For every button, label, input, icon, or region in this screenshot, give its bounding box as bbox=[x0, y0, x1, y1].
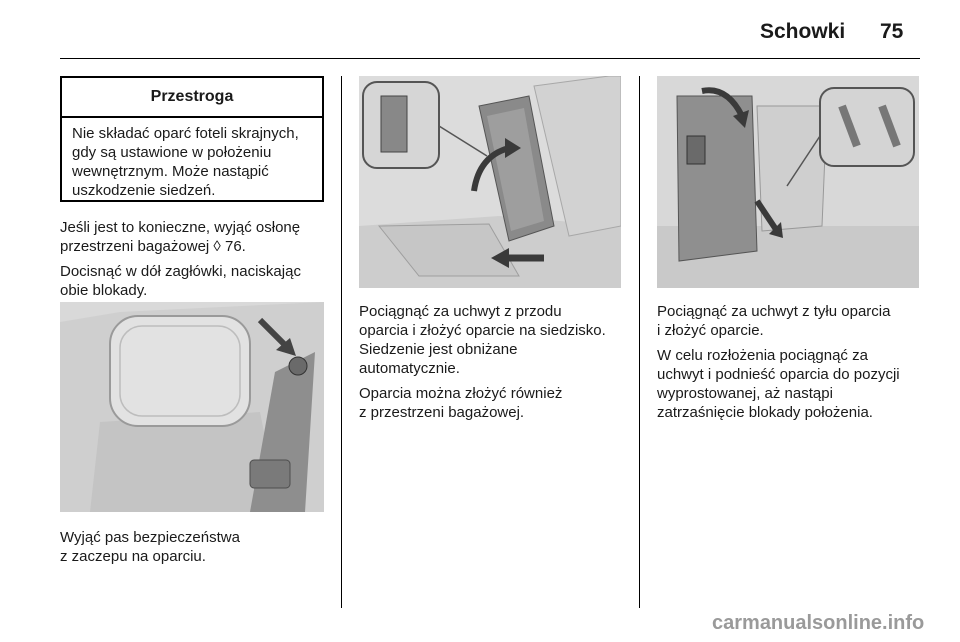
col1-paragraph-1: Jeśli jest to konieczne, wyjąć osłonę przestrzeni bagażowej ◊ 76. bbox=[60, 219, 301, 255]
page-number: 75 bbox=[880, 20, 904, 43]
col3-paragraph-2: W celu rozłożenia pociągnąć za uchwyt i podnieść oparcia do pozycji wyprostowanej, aż nastąpi zatrzaśnięcie blokady położenia. bbox=[657, 347, 900, 421]
folding-backrest-illustration bbox=[359, 76, 621, 288]
headrest-seatbelt-illustration bbox=[60, 302, 324, 512]
col3-paragraph-1: Pociągnąć za uchwyt z tyłu oparcia i złożyć oparcie. bbox=[657, 303, 891, 339]
caution-box bbox=[60, 76, 324, 202]
trunk-backrest-release-illustration bbox=[657, 76, 919, 288]
col1-paragraph-2: Docisnąć w dół zagłówki, naciskając obie blokady. bbox=[60, 263, 301, 299]
column-divider-left bbox=[341, 76, 342, 608]
watermark: carmanualsonline.info bbox=[712, 612, 925, 634]
header-rule bbox=[60, 58, 920, 59]
caution-text: Nie składać oparć foteli skrajnych, gdy są ustawione w położeniu wewnętrznym. Może nastąpić uszkodzenie siedzeń. bbox=[72, 125, 299, 199]
caution-heading: Przestroga bbox=[62, 78, 322, 118]
col2-paragraph-1: Pociągnąć za uchwyt z przodu oparcia i złożyć oparcie na siedzisko. Siedzenie jest obniżane automatycznie. bbox=[359, 303, 606, 377]
col1-paragraph-3: Wyjąć pas bezpieczeństwa z zaczepu na oparciu. bbox=[60, 529, 240, 565]
column-divider-right bbox=[639, 76, 640, 608]
col2-paragraph-2: Oparcia można złożyć również z przestrzeni bagażowej. bbox=[359, 385, 563, 421]
page-section-title: Schowki bbox=[760, 20, 846, 43]
